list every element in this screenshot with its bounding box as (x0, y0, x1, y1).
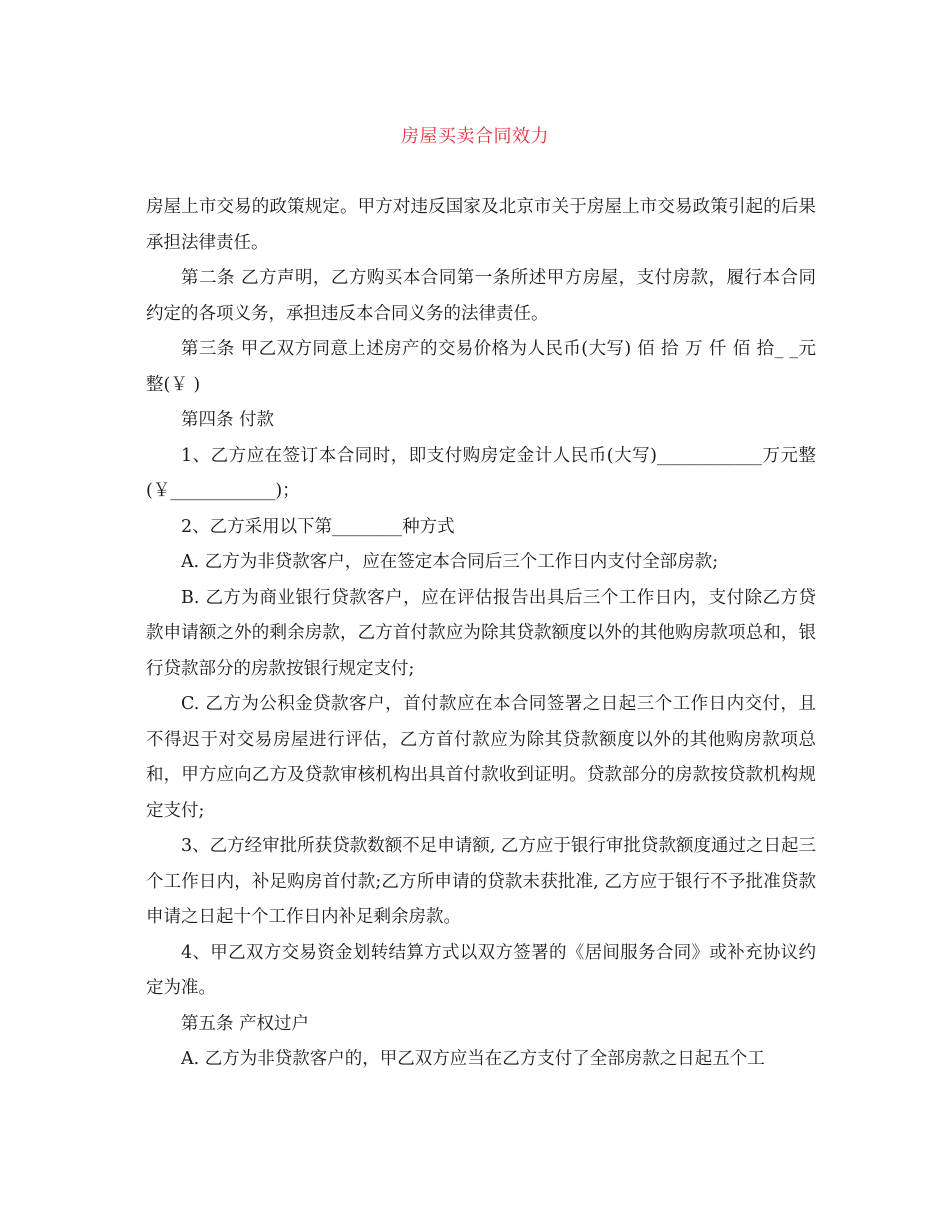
paragraph-payment-4: 4、甲乙双方交易资金划转结算方式以双方签署的《居间服务合同》或补充协议约定为准。 (146, 942, 816, 998)
paragraph-payment-1: 1、乙方应在签订本合同时，即支付购房定金计人民币(大写)____________万元整(￥____________)； (146, 445, 816, 501)
paragraph-payment-3: 3、乙方经审批所获贷款数额不足申请额, 乙方应于银行审批贷款额度通过之日起三个工作日内，补足购房首付款;乙方所申请的贷款未获批准, 乙方应于银行不予批准贷款申请之日起十个工作日内补足剩余房款。 (146, 836, 816, 927)
paragraph-option-a: A. 乙方为非贷款客户，应在签定本合同后三个工作日内支付全部房款; (181, 552, 719, 572)
paragraph-article-4-heading: 第四条 付款 (181, 410, 275, 430)
paragraph-article-3: 第三条 甲乙双方同意上述房产的交易价格为人民币(大写) 佰 拾 万 仟 佰 拾_ _元整(￥ ) (146, 339, 816, 395)
paragraph-1: 房屋上市交易的政策规定。甲方对违反国家及北京市关于房屋上市交易政策引起的后果承担法律责任。 (146, 197, 816, 253)
paragraph-transfer-a: A. 乙方为非贷款客户的，甲乙双方应当在乙方支付了全部房款之日起五个工 (181, 1049, 765, 1069)
paragraph-article-5-heading: 第五条 产权过户 (181, 1013, 310, 1034)
document-title: 房屋买卖合同效力 (401, 126, 549, 147)
paragraph-option-c: C. 乙方为公积金贷款客户，首付款应在本合同签署之日起三个工作日内交付，且不得迟于对交易房屋进行评估，乙方首付款应为除其贷款额度以外的其他购房款项总和，甲方应向乙方及贷款审核机构出具首付款收到证明。贷款部分的房款按贷款机构规定支付; (146, 694, 816, 821)
document-body (146, 190, 816, 1078)
paragraph-payment-2: 2、乙方采用以下第________种方式 (181, 516, 455, 537)
paragraph-option-b: B. 乙方为商业银行贷款客户，应在评估报告出具后三个工作日内，支付除乙方贷款申请额之外的剩余房款，乙方首付款应为除其贷款额度以外的其他购房款项总和，银行贷款部分的房款按银行规定支付; (146, 587, 816, 679)
paragraph-article-2: 第二条 乙方声明，乙方购买本合同第一条所述甲方房屋，支付房款，履行本合同约定的各项义务，承担违反本合同义务的法律责任。 (146, 268, 816, 324)
